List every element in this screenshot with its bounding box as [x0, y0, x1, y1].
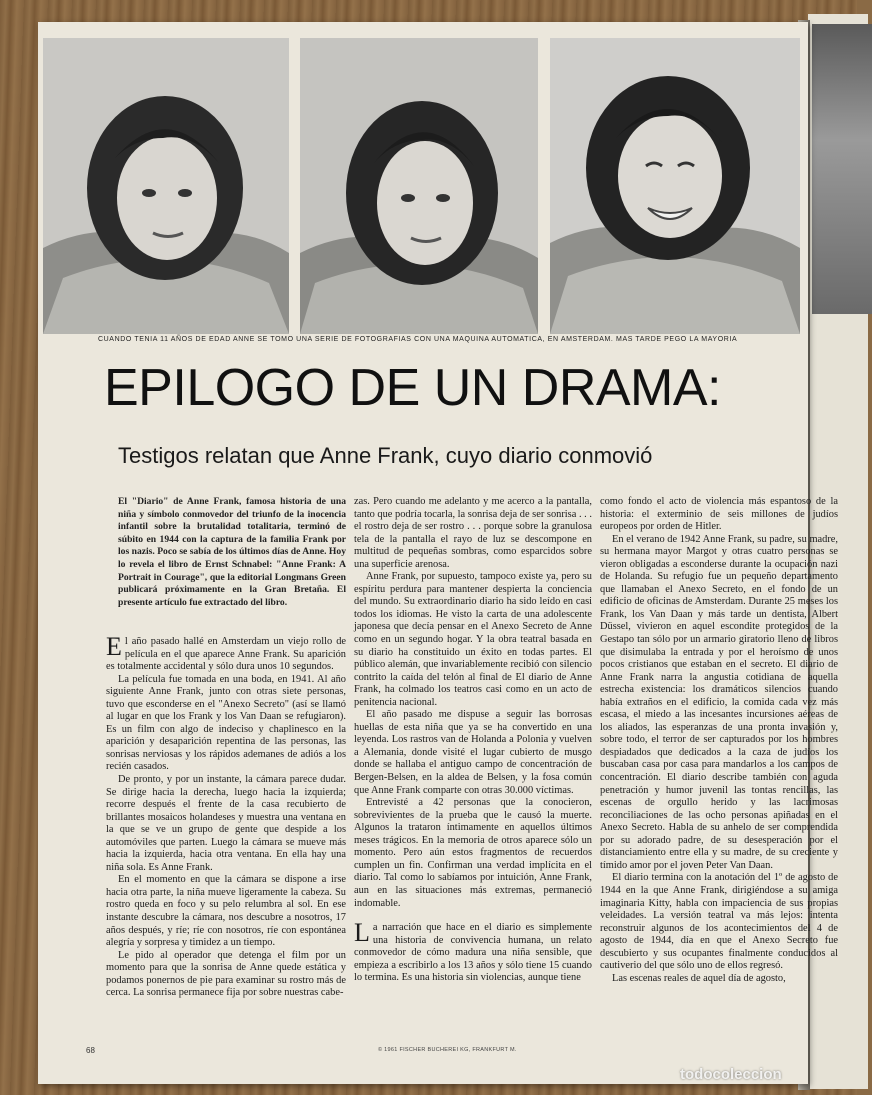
photo-anne-frank-2	[300, 38, 538, 334]
text-column-3	[600, 496, 838, 985]
text-column-1	[106, 632, 346, 1000]
paragraph: El año pasado hallé en Amsterdam un viejo rollo de película en el que aparece Anne Frank. Su aparición es totalmente accidental y sólo dura unos 10 segundos.	[106, 632, 346, 673]
paragraph: Le pido al operador que detenga el film por un momento para que la sonrisa de Anne quede estática y podamos ponernos de pie para examinar su rostro más de cerca. La sonrisa permanece fija por sobre nuestras cabe-	[106, 949, 346, 999]
paragraph: La narración que hace en el diario es simplemente una historia de convivencia humana, un relato conmovedor de cómo madura una niña sensible, que empieza a escribirlo a los 13 años y sólo tiene 15 cuando lo termina. Es una historia sin violencias, aunque tiene	[354, 918, 592, 984]
copyright-line: © 1961 FISCHER BUCHEREI KG, FRANKFURT M.	[378, 1047, 517, 1053]
watermark-logo: todocoleccion	[680, 1066, 782, 1083]
paragraph: De pronto, y por un instante, la cámara parece dudar. Se dirige hacia la derecha, luego hacia la izquierda; recorre después el frente de la casa recubierto de brillantes mosaicos holandeses y muestra una ventana en la que se ve un grupo de gente que despide a los automóviles que parten. Luego la cámara se mueve más hacia la izquierda, hacia otra ventana. En ella hay una niña sola. Es Anne Frank.	[106, 774, 346, 873]
article-intro: El "Diario" de Anne Frank, famosa historia de una niña y símbolo conmovedor del triunfo de la inocencia infantil sobre la brutalidad totalitaria, terminó de súbito en 1944 con la captura de la familia Frank por los nazis. Poco se sabía de los últimos días de Anne. Hoy lo revela el libro de Ernst Schnabel: "Anne Frank: A Portrait in Courage", que la editorial Longmans Green publicará próximamente en la Gran Bretaña. El presente artículo fue extractado del libro.	[118, 496, 346, 608]
paragraph: La película fue tomada en una boda, en 1941. Al año siguiente Anne Frank, junto con otras siete personas, tuvo que esconderse en el "Anexo Secreto" (así se llamó al lugar en que los Frank y los Van Daan se refugiaron). Es un film con algo de indeciso y chaplinesco en la aparición y desaparición repentina de las personas, las sonrisas nerviosas y los rápidos ademanes de adiós a los recién casados.	[106, 673, 346, 773]
paragraph: El año pasado me dispuse a seguir las borrosas huellas de esta niña que ya se ha convertido en una leyenda. Los rastros van de Holanda a Polonia y vuelven a Alemania, donde visité el lugar cubierto de musgo donde se hallaba el antiguo campo de concentración de Bergen-Belsen, en la aldea de Belsen, y la fosa común que Anne Frank comparte con otras 30.000 víctimas.	[354, 709, 592, 796]
paragraph: El diario termina con la anotación del 1º de agosto de 1944 en la que Anne Frank, dirigiéndose a su amiga imaginaria Kitty, habla con impaciencia de sus propias veleidades. La versión teatral va más lejos: intenta reconstruir algunos de los acontecimientos del 4 de agosto de 1944, día en que el Anexo Secreto fue descubierto y sus ocupantes finalmente conducidos al cautiverio del que sólo uno de ellos regresó.	[600, 872, 838, 972]
photo-caption: CUANDO TENIA 11 AÑOS DE EDAD ANNE SE TOMO UNA SERIE DE FOTOGRAFIAS CON UNA MAQUINA AUTOMATICA, EN AMSTERDAM. MAS TARDE PEGO LA MAYORIA	[98, 336, 738, 343]
paragraph: Las escenas reales de aquel día de agosto,	[612, 972, 786, 984]
page-number: 68	[86, 1046, 95, 1055]
drop-cap: L	[354, 918, 370, 948]
paragraph: como fondo el acto de violencia más espantoso de la historia: el exterminio de seis millones de judíos europeos por orden de Hitler.	[600, 496, 838, 533]
paragraph: En el verano de 1942 Anne Frank, su padre, su madre, su hermana mayor Margot y otras cuatro personas se vieron obligadas a esconderse durante la ocupación nazi de Holanda. Su refugio fue un pequeño departamento que llamaban el Anexo Secreto, en el fondo de un edificio de oficinas de Amsterdam. Durante 25 meses los Frank, los Van Daan y más tarde un dentista, Albert Düssel, vivieron en aquel escondite protegidos de la Gestapo tan sólo por un armario giratorio lleno de libros que disimulaba la entrada y por el heroísmo de unos pocos cristianos que estaban en el secreto. El diario de Anne Frank narra la angustia cotidiana de aquella estrecha existencia: los dramáticos silencios cuando había extraños en el edificio, la comida cada vez más escasa, el miedo a las incesantes incursiones aéreas de los aliados, las esperanzas de una pronta invasión y, sobre todo, el terror de ser capturados por los hombres despiadados que dedicados a la caza de judíos los buscaban casa por casa para mandarlos a los campos de concentración. El diario describe también con aguda penetración y humor juvenil las tontas rencillas, las escenas de orgullo herido y las lacrimosas reconciliaciones de las ocho personas apiñadas en el Anexo Secreto. Habla de su anhelo de ser comprendida por su adorado padre, de su desesperación por el distanciamiento entre ella y su madre, de su creciente y tímido amor por el joven Peter Van Daan.	[600, 533, 838, 871]
paragraph: zas. Pero cuando me adelanto y me acerco a la pantalla, tanto que podría tocarla, la sonrisa deja de ser sonrisa . . . el rostro deja de ser rostro . . . porque sobre la granulosa tela de la pantalla el rayo de luz se descompone en multitud de pequeñas sombras, como esparcidos sobre una superficie arenosa.	[354, 496, 592, 570]
text-column-2	[354, 496, 592, 985]
paragraph: Anne Frank, por supuesto, tampoco existe ya, pero su espíritu perdura para mantener despierta la conciencia del mundo. Su extraordinario diario ha sido leído en casi todos los idiomas. He visto la carta de una adolescente japonesa que decía pensar en el Anexo Secreto de Anne como en un segundo hogar. Y la obra teatral basada en su diario ha constituido un éxito en todas partes. El público alemán, que invariablemente recibió con silencio contrito la caída del telón al final de El diario de Anne Frank, ha colmado los teatros casi como en un acto de penitencia nacional.	[354, 571, 592, 708]
photo-anne-frank-1	[43, 38, 289, 334]
article-subheadline: Testigos relatan que Anne Frank, cuyo diario conmovió	[118, 443, 653, 468]
paragraph: En el momento en que la cámara se dispone a irse hacia otra parte, la niña mueve ligeramente la cabeza. Su rostro queda en foco y su pelo relumbra al sol. En ese instante descubre la cámara, nos descubre a nosotros, 17 años después, y ríe; ríe con nosotros, ríe con espontánea alegría y sorpresa y timidez a un tiempo.	[106, 874, 346, 949]
drop-cap: E	[106, 632, 122, 661]
article-headline: EPILOGO DE UN DRAMA:	[104, 359, 721, 417]
photo-anne-frank-3	[550, 38, 800, 334]
paragraph: Entrevisté a 42 personas que la conocieron, sobrevivientes de la prueba que le causó la muerte. Algunos la trataron íntimamente en aquellos últimos meses trágicos. En la memoria de otros aparece sólo un momento. Pero aún estos fragmentos de recuerdos cumplen un fin. Confirman una verdad implícita en el diario. Tal como lo sabíamos por intuición, Anne Frank, aun en las situaciones más extremas, permaneció indomable.	[354, 797, 592, 909]
magazine-page	[38, 22, 838, 1084]
